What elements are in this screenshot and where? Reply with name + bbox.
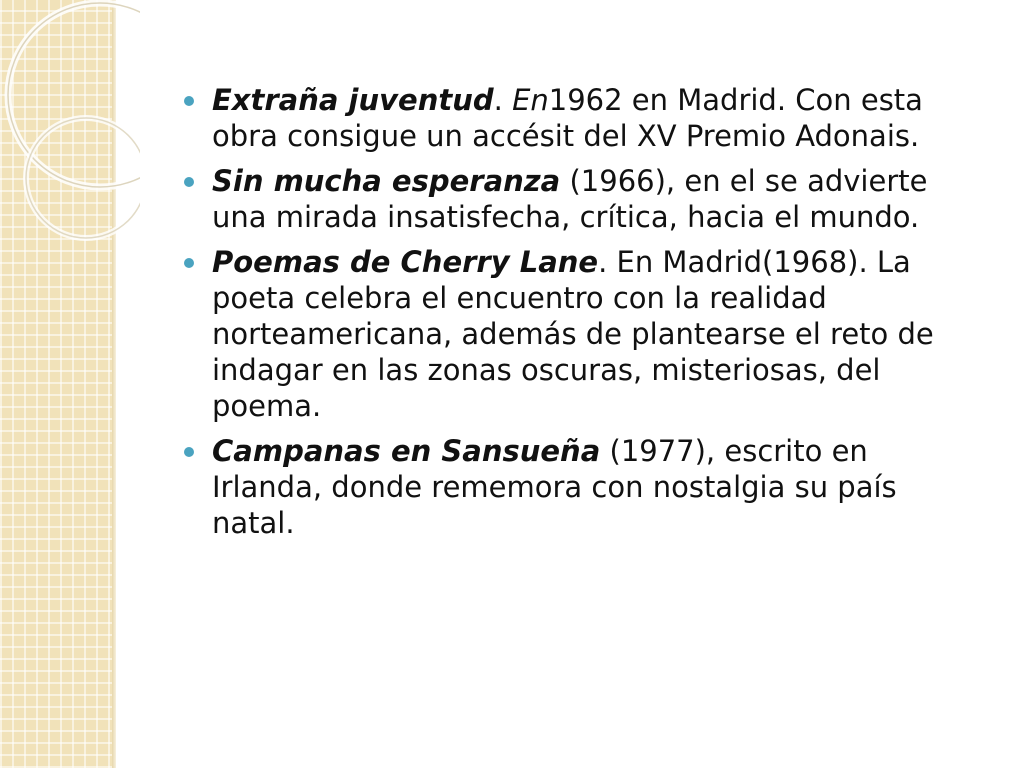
work-title: Poemas de Cherry Lane	[212, 245, 599, 279]
item-text: 1962 en Madrid. Con esta obra consigue un accésit del XV Premio Adonais.	[212, 83, 923, 153]
item-text: . En Madrid(1968). La poeta celebra el encuentro con la realidad norteamericana, además de plantearse el reto de indagar en las zonas oscuras, misteriosas, del poema.	[212, 245, 934, 423]
bullet-dot-icon	[184, 447, 194, 457]
list-item	[184, 163, 984, 235]
bullet-dot-icon	[184, 96, 194, 106]
item-text: (1966), en el se advierte una mirada insatisfecha, crítica, hacia el mundo.	[212, 164, 928, 234]
item-text: (1977), escrito en Irlanda, donde rememora con nostalgia su país natal.	[212, 434, 897, 540]
work-title: Sin mucha esperanza	[212, 164, 561, 198]
work-title: Extraña juventud	[212, 83, 494, 117]
list-item	[184, 244, 984, 424]
list-item	[184, 82, 984, 154]
work-title: Campanas en Sansueña	[212, 434, 601, 468]
separator-text: .	[493, 83, 513, 117]
slide-content	[184, 82, 984, 550]
bullet-dot-icon	[184, 258, 194, 268]
italic-word: En	[512, 83, 549, 117]
decorative-circles	[0, 0, 140, 260]
bullet-list	[184, 82, 984, 541]
list-item	[184, 433, 984, 541]
bullet-dot-icon	[184, 177, 194, 187]
